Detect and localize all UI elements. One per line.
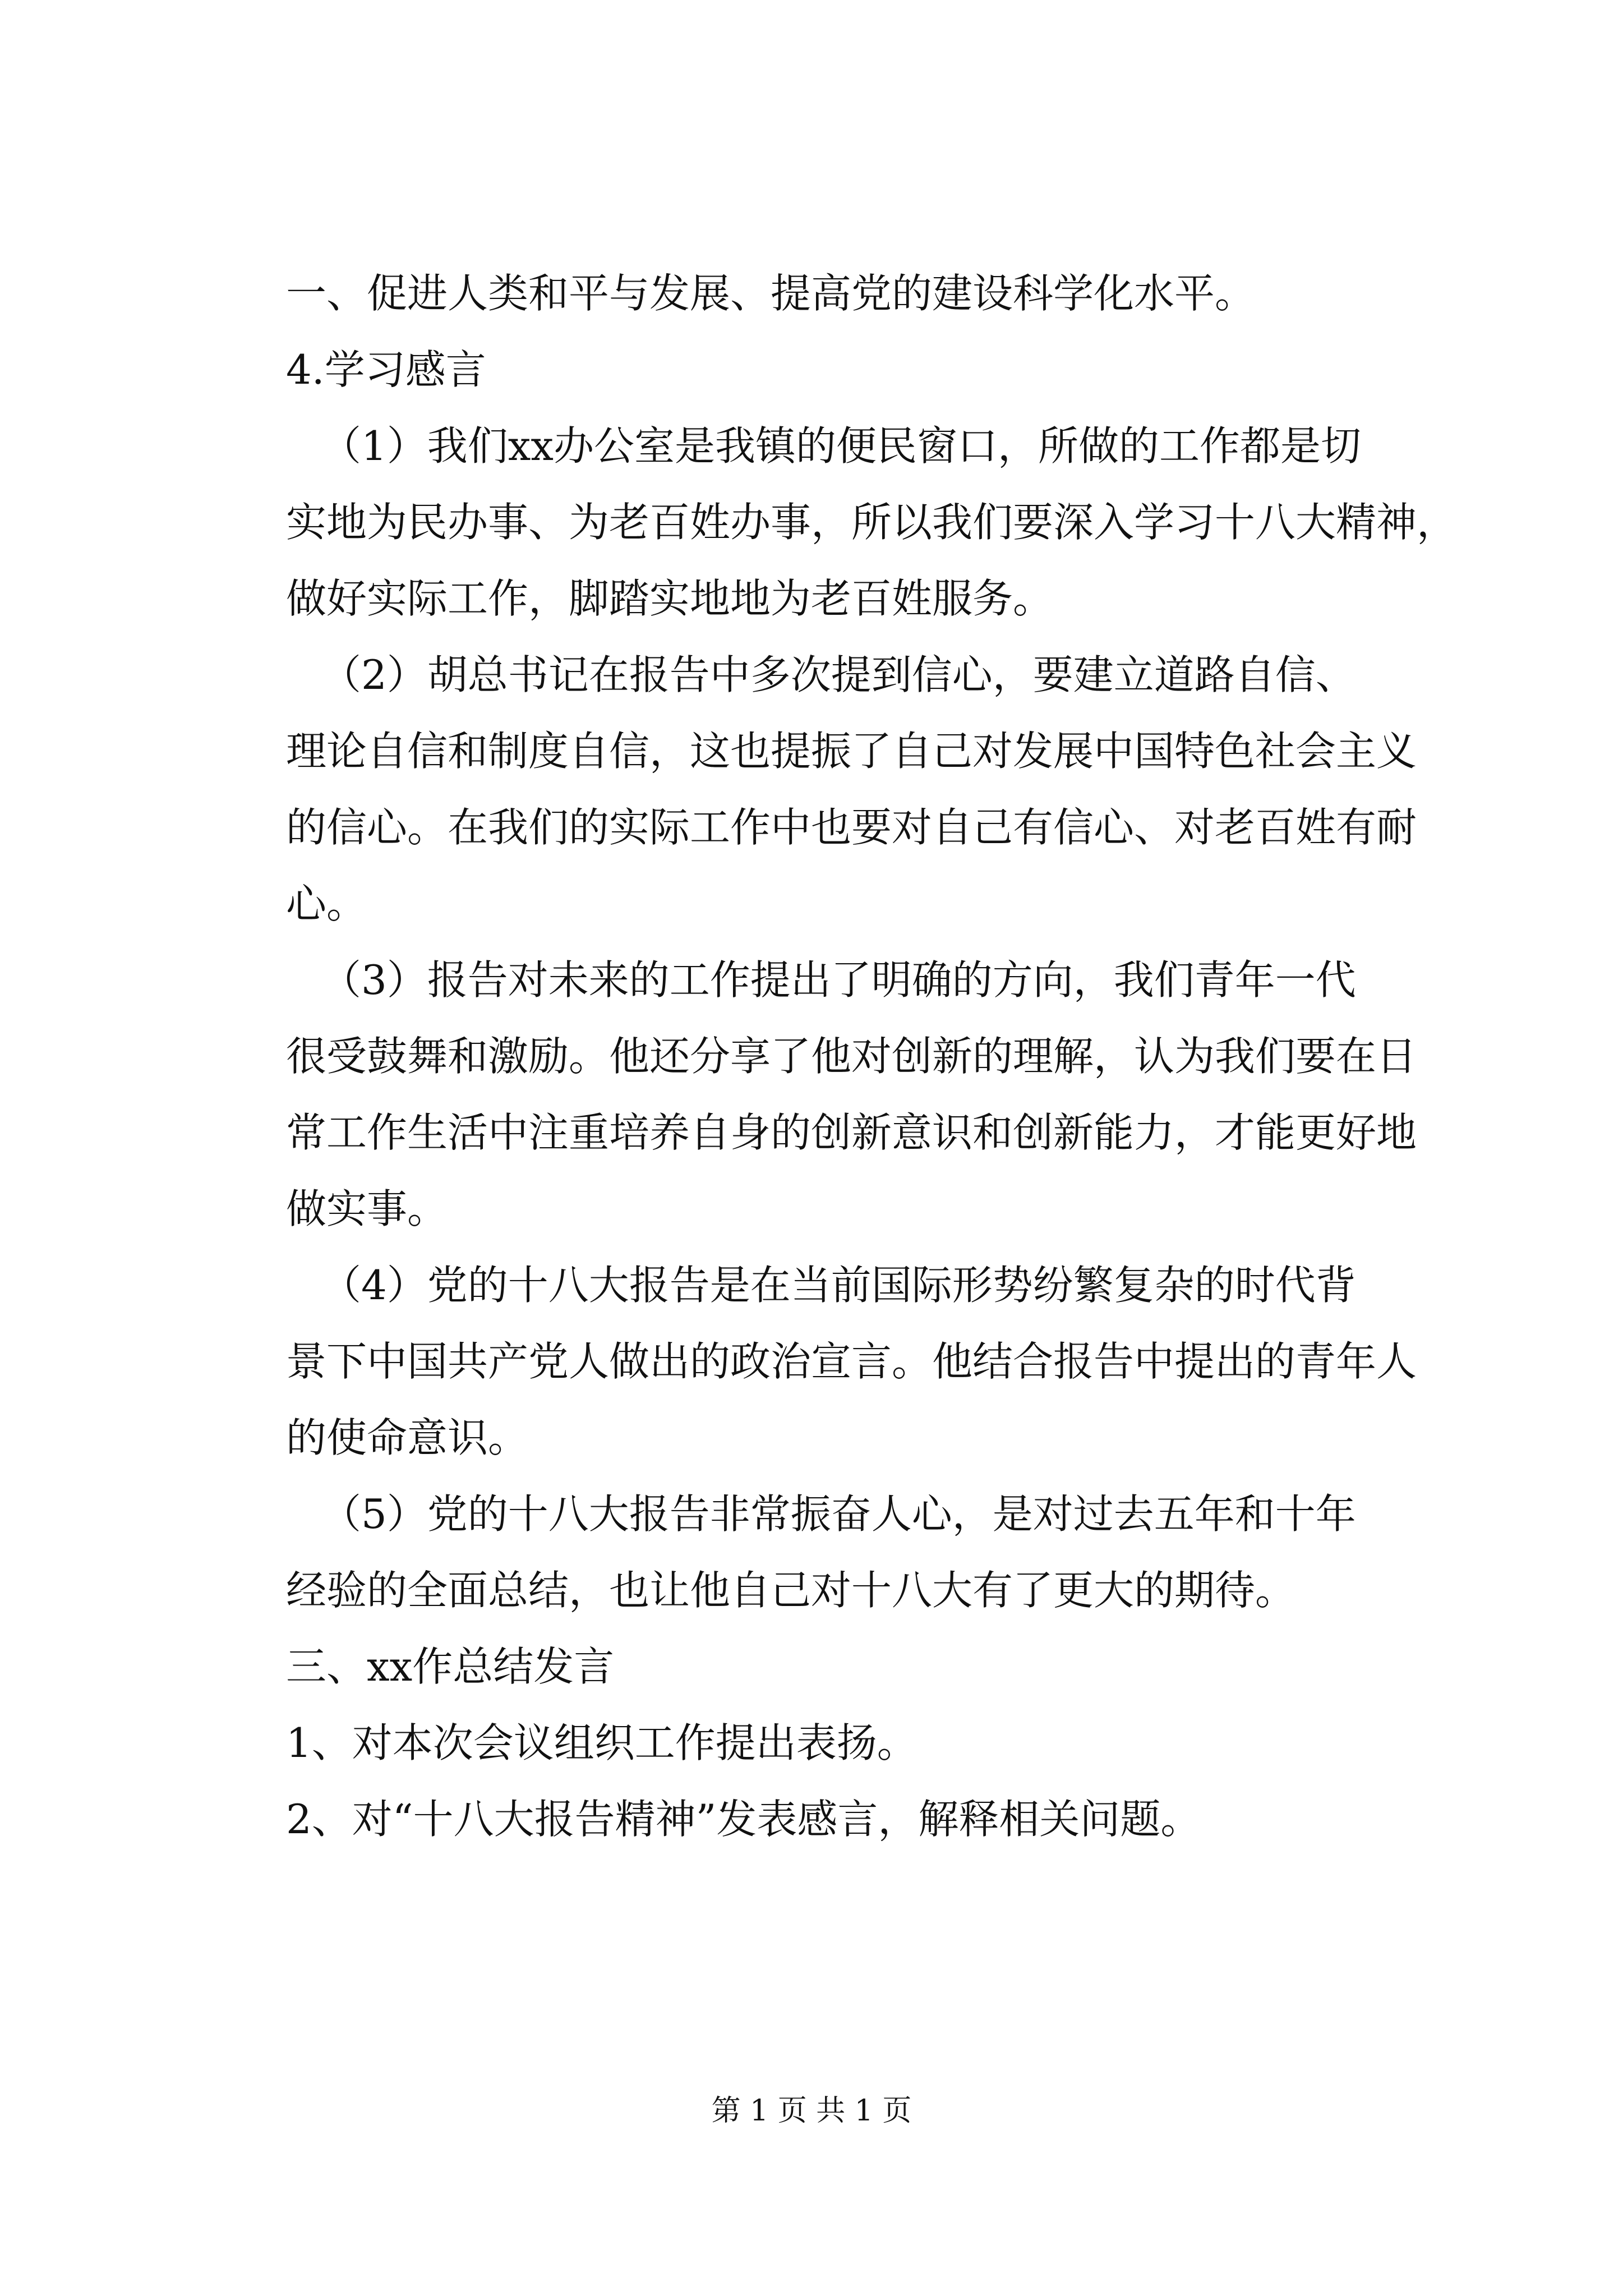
paragraph-line: （4）党的十八大报告是在当前国际形势纷繁复杂的时代背 — [321, 1262, 1356, 1309]
paragraph-line: （3）报告对未来的工作提出了明确的方向，我们青年一代 — [321, 956, 1356, 1004]
paragraph-line: 景下中国共产党人做出的政治宣言。他结合报告中提出的青年人 — [286, 1338, 1417, 1385]
section-heading: 三、xx作总结发言 — [286, 1643, 615, 1690]
page-footer: 第 1 页 共 1 页 — [711, 2094, 912, 2128]
list-item: 2、对“十八大报告精神”发表感言，解释相关问题。 — [286, 1796, 1201, 1843]
paragraph-line: （2）胡总书记在报告中多次提到信心，要建立道路自信、 — [321, 651, 1356, 698]
paragraph-line: 实地为民办事、为老百姓办事，所以我们要深入学习十八大精神， — [286, 499, 1458, 546]
document-body — [286, 255, 1458, 1857]
paragraph-line: 做实事。 — [286, 1185, 448, 1232]
paragraph-line: 的信心。在我们的实际工作中也要对自己有信心、对老百姓有耐 — [286, 804, 1417, 851]
list-item: 1、对本次会议组织工作提出表扬。 — [286, 1719, 917, 1766]
subsection-heading: 4.学习感言 — [286, 346, 486, 393]
section-heading: 一、促进人类和平与发展、提高党的建设科学化水平。 — [286, 270, 1256, 317]
paragraph-line: 常工作生活中注重培养自身的创新意识和创新能力，才能更好地 — [286, 1109, 1417, 1156]
paragraph-line: （1）我们xx办公室是我镇的便民窗口，所做的工作都是切 — [321, 422, 1362, 470]
paragraph-line: 很受鼓舞和激励。他还分享了他对创新的理解，认为我们要在日 — [286, 1033, 1417, 1080]
paragraph-line: 心。 — [286, 880, 367, 927]
paragraph-line: 的使命意识。 — [286, 1414, 529, 1461]
paragraph-line: 做好实际工作，脚踏实地地为老百姓服务。 — [286, 575, 1054, 622]
paragraph-line: 经验的全面总结，也让他自己对十八大有了更大的期待。 — [286, 1567, 1296, 1614]
paragraph-line: （5）党的十八大报告非常振奋人心，是对过去五年和十年 — [321, 1490, 1356, 1538]
paragraph-line: 理论自信和制度自信，这也提振了自己对发展中国特色社会主义 — [286, 728, 1417, 775]
